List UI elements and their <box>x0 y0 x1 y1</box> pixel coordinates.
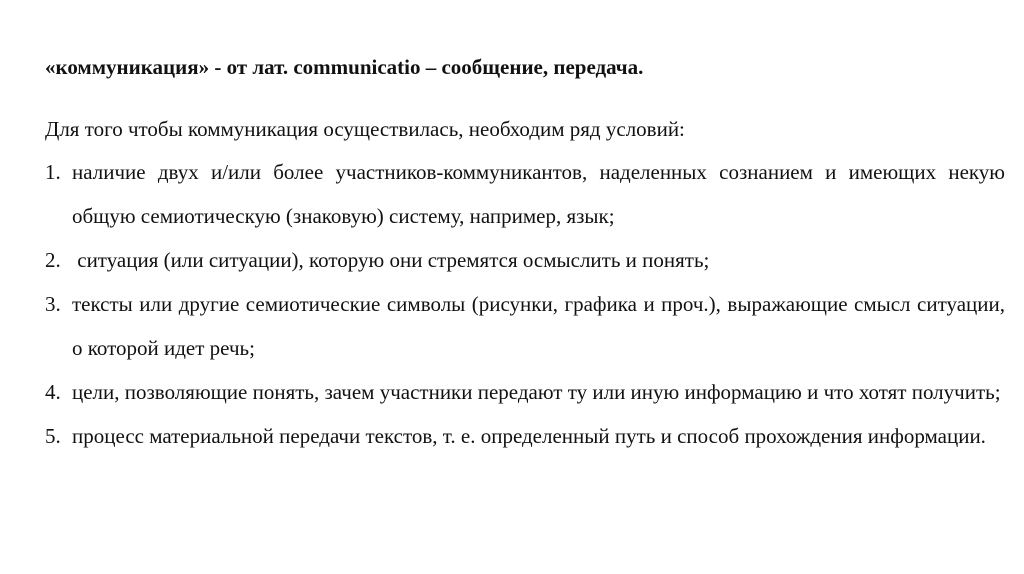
list-item <box>45 414 1005 458</box>
list-item-number: 5. <box>45 424 61 448</box>
list-item <box>45 238 1005 282</box>
list-item-number: 2. <box>45 248 61 272</box>
list-item <box>45 282 1005 370</box>
list-item <box>45 370 1005 414</box>
list-item-text: ситуация (или ситуации), которую они стремятся осмыслить и понять; <box>72 248 710 272</box>
slide-heading: «коммуникация» - от лат. communicatio – сообщение, передача. <box>45 55 644 79</box>
list-item-number: 3. <box>45 292 61 316</box>
list-item-text: процесс материальной передачи текстов, т. е. определенный путь и способ прохождения информации. <box>72 424 986 448</box>
conditions-list <box>45 150 1005 458</box>
list-item-text: цели, позволяющие понять, зачем участники передают ту или иную информацию и что хотят получить; <box>72 380 1001 404</box>
intro-text: Для того чтобы коммуникация осуществилась, необходим ряд условий: <box>45 117 685 141</box>
list-item-text: тексты или другие семиотические символы (рисунки, графика и проч.), выражающие смысл ситуации, о которой идет речь; <box>72 292 1005 360</box>
list-item-number: 4. <box>45 380 61 404</box>
list-item-text: наличие двух и/или более участников-коммуникантов, наделенных сознанием и имеющих некую общую семиотическую (знаковую) систему, например, язык; <box>72 160 1005 228</box>
list-item-number: 1. <box>45 160 61 184</box>
list-item <box>45 150 1005 238</box>
